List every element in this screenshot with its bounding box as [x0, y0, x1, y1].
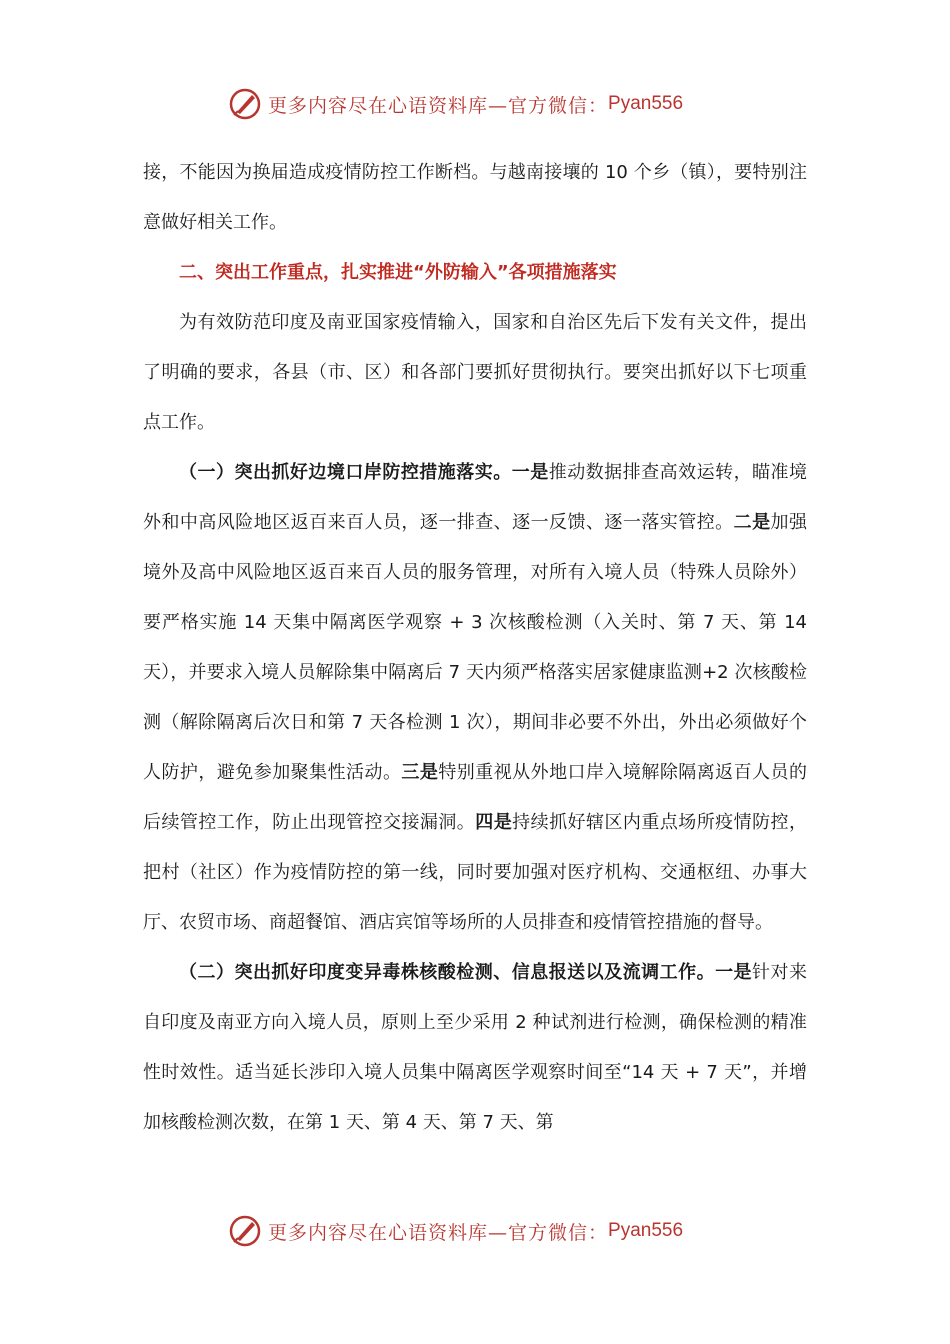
item-one-point1-text: 推动数据排查高效运转，瞄准境外和中高风险地区返百来百人员，逐一排查、逐一反馈、逐一落实管控。: [143, 462, 808, 533]
banner-text: 更多内容尽在心语资料库—官方微信：: [268, 94, 609, 117]
banner-wechat-id: Pyan556: [608, 1220, 684, 1241]
pen-seal-icon: [228, 1214, 262, 1248]
item-two-point1-label: 一是: [715, 962, 753, 983]
item-two-paragraph: [143, 948, 807, 1148]
banner-wechat-id: Pyan556: [608, 93, 684, 114]
item-one-paragraph: [143, 448, 807, 948]
item-one-point1-label: 一是: [511, 462, 549, 483]
item-one-title: （一）突出抓好边境口岸防控措施落实。: [179, 462, 512, 483]
item-one-point4-text: 持续抓好辖区内重点场所疫情防控，把村（社区）作为疫情防控的第一线，同时要加强对医疗机构、交通枢纽、办事大厅、农贸市场、商超餐馆、酒店宾馆等场所的人员排查和疫情管控措施的督导。: [143, 812, 808, 933]
footer-watermark-banner: [228, 1211, 683, 1251]
item-one-point3-label: 三是: [401, 762, 439, 783]
item-one-point3-text: 特别重视从外地口岸入境解除隔离返百人员的后续管控工作，防止出现管控交接漏洞。: [143, 762, 808, 833]
item-one-point2-text: 加强境外及高中风险地区返百来百人员的服务管理，对所有入境人员（特殊人员除外）要严格实施 14 天集中隔离医学观察 + 3 次核酸检测（入关时、第 7 天、第 14 天），并要求入境人员解除集中隔离后 7 天内须严格落实居家健康监测+2 次核酸检测（解除隔离后次日和第 7 天各检测 1 次），期间非必要不外出，外出必须做好个人防护，避免参加聚集性活动。: [143, 512, 808, 783]
intro-paragraph: 为有效防范印度及南亚国家疫情输入，国家和自治区先后下发有关文件，提出了明确的要求，各县（市、区）和各部门要抓好贯彻执行。要突出抓好以下七项重点工作。: [143, 312, 807, 433]
header-watermark-banner: [228, 84, 683, 124]
document-body: [143, 148, 807, 1148]
section-heading: 二、突出工作重点，扎实推进“外防输入”各项措施落实: [179, 262, 617, 283]
paragraph-continued: 接，不能因为换届造成疫情防控工作断档。与越南接壤的 10 个乡（镇），要特别注意做好相关工作。: [143, 162, 807, 233]
item-one-point4-label: 四是: [475, 812, 513, 833]
item-two-title: （二）突出抓好印度变异毒株核酸检测、信息报送以及流调工作。: [179, 962, 716, 983]
banner-text: 更多内容尽在心语资料库—官方微信：: [268, 1221, 609, 1244]
item-two-point1-text: 针对来自印度及南亚方向入境人员，原则上至少采用 2 种试剂进行检测，确保检测的精准性时效性。适当延长涉印入境人员集中隔离医学观察时间至“14 天 + 7 天”，并增加核酸检测次数，在第 1 天、第 4 天、第 7 天、第: [143, 962, 808, 1133]
pen-seal-icon: [228, 87, 262, 121]
item-one-point2-label: 二是: [733, 512, 771, 533]
